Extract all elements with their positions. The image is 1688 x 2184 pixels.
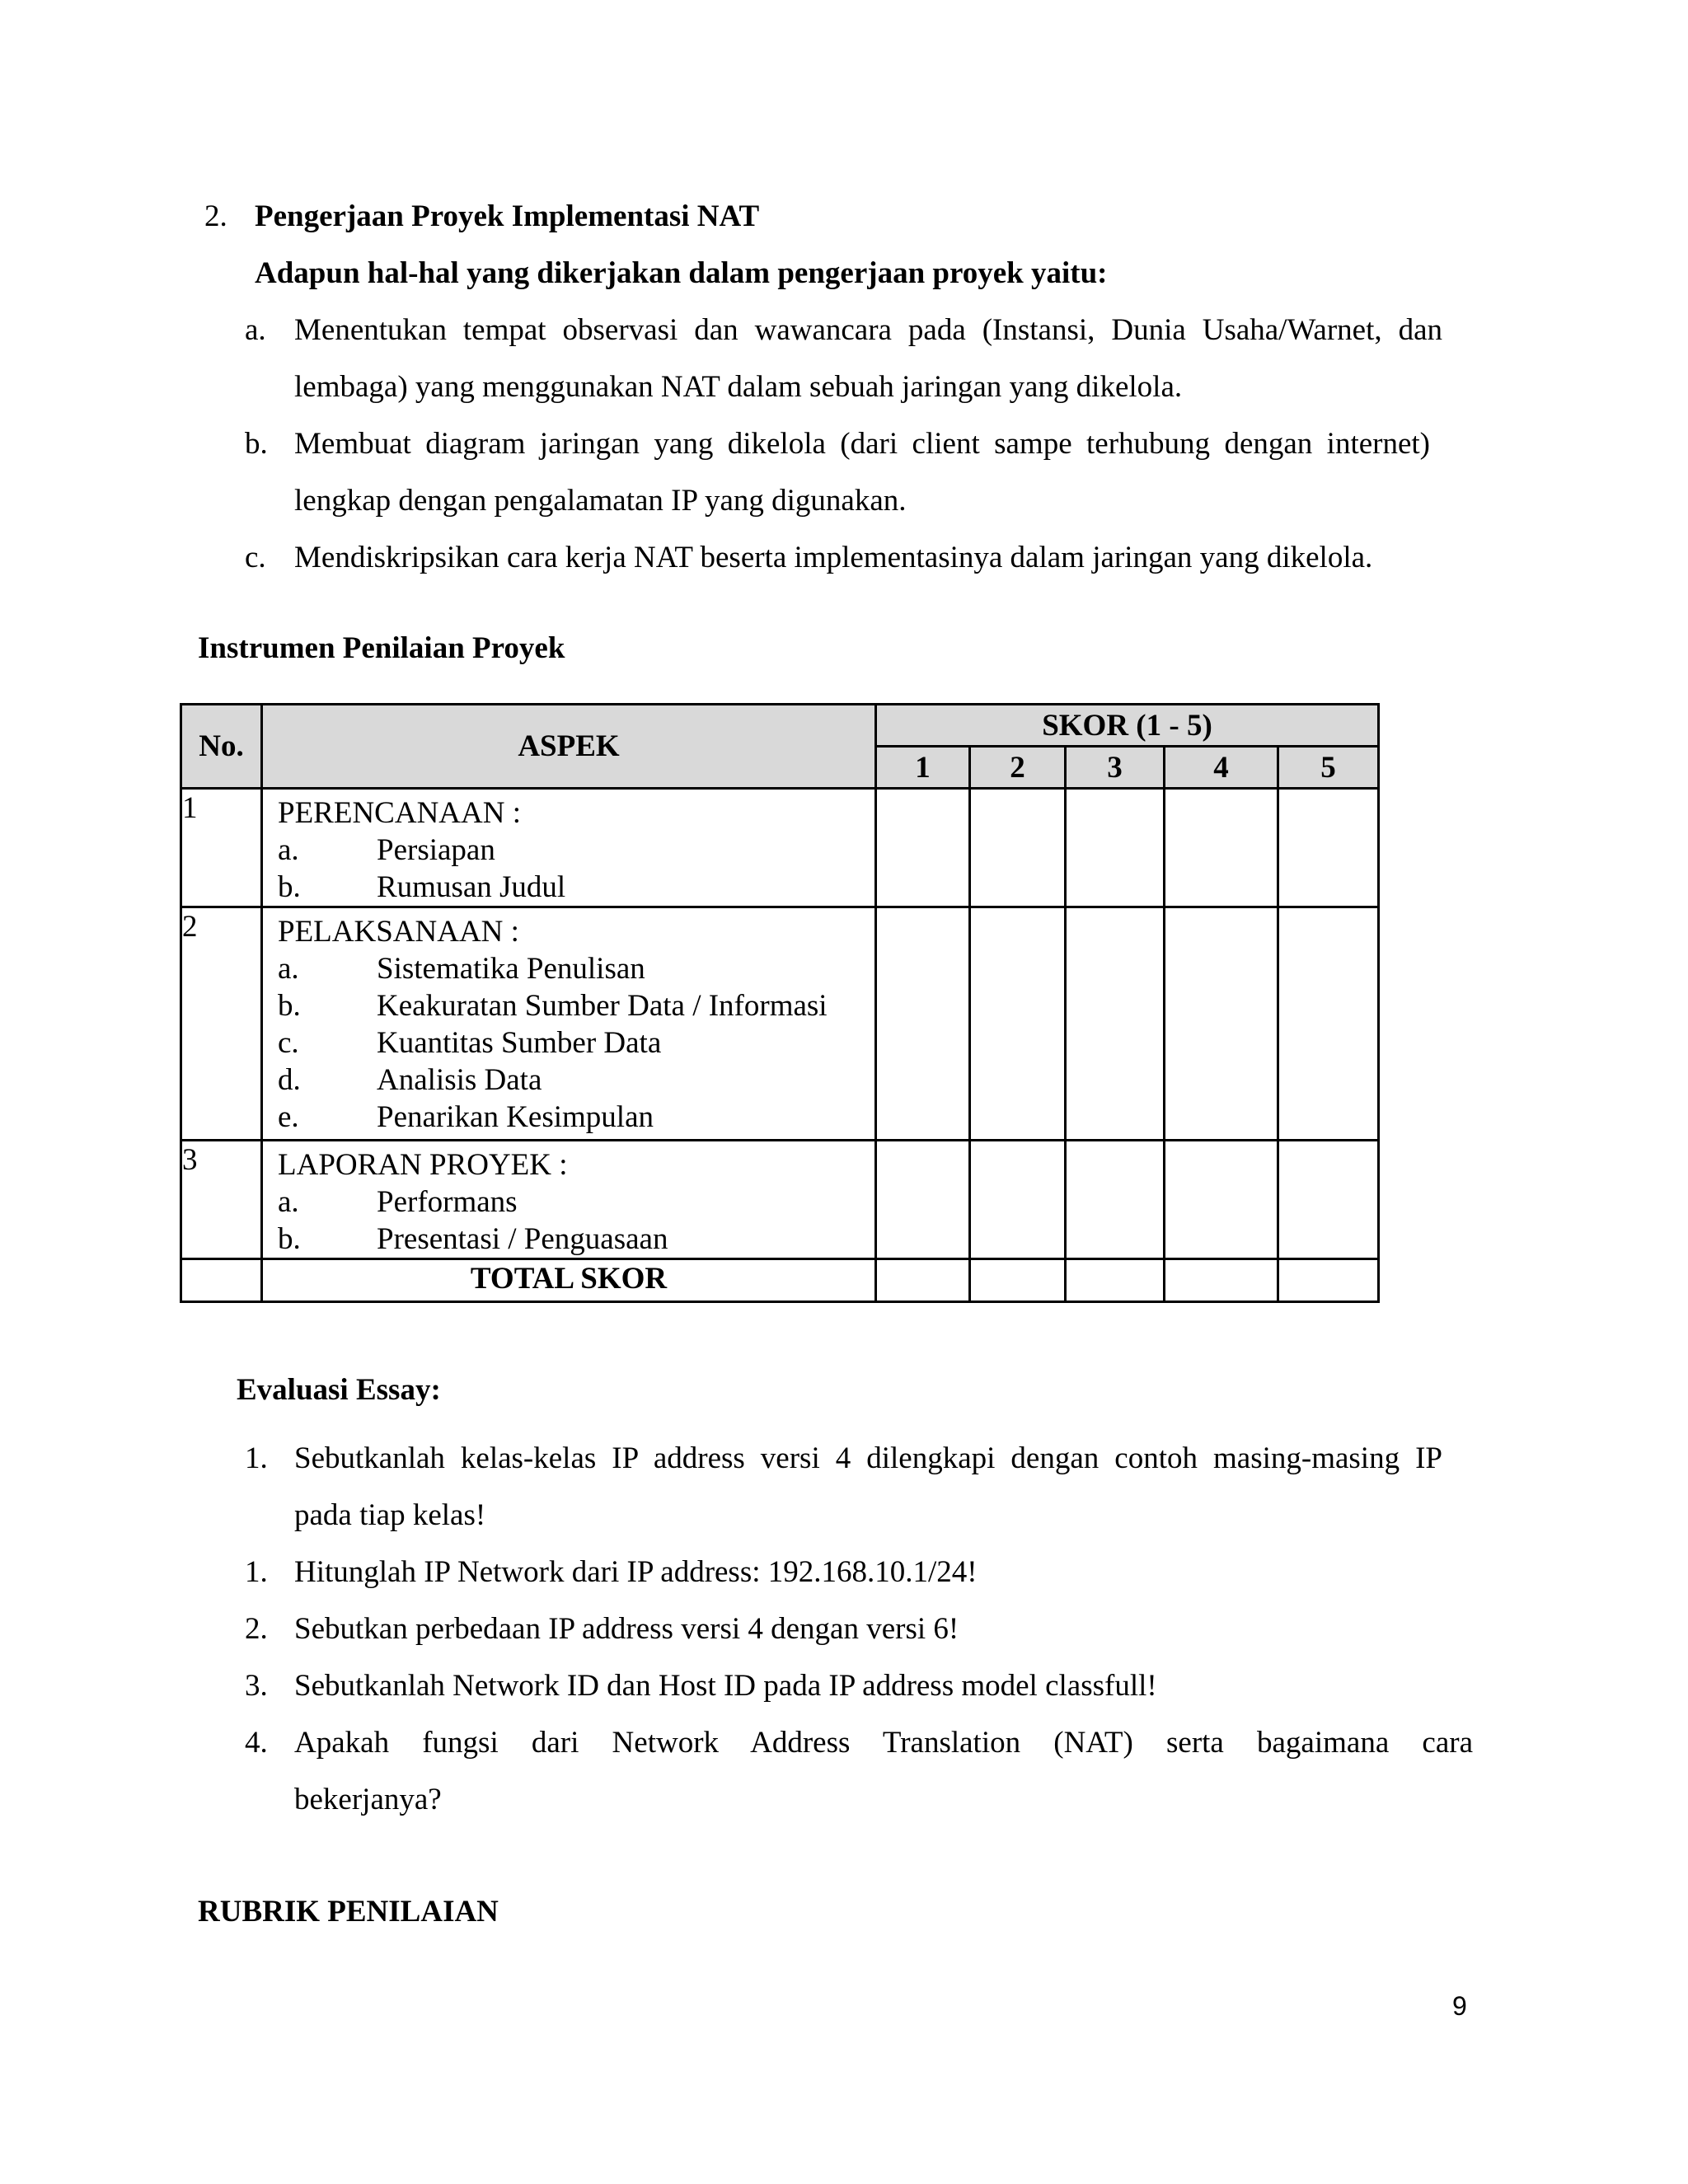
score-cell[interactable]	[1165, 1141, 1278, 1259]
score-cell[interactable]	[876, 907, 970, 1141]
assessment-table	[180, 703, 1380, 1303]
score-cell[interactable]	[876, 789, 970, 907]
score-col-4: 4	[1165, 747, 1278, 789]
item-c-letter: c.	[245, 541, 266, 574]
score-cell[interactable]	[1165, 789, 1278, 907]
score-cell[interactable]	[1278, 907, 1379, 1141]
section-intro: Adapun hal-hal yang dikerjakan dalam pengerjaan proyek yaitu:	[255, 256, 1108, 290]
item-c-line1: Mendiskripsikan cara kerja NAT beserta implementasinya dalam jaringan yang dikelola.	[294, 541, 1373, 574]
row-number: 3	[181, 1141, 262, 1259]
essay-item-number: 2.	[245, 1612, 268, 1646]
item-b-line1: Membuat diagram jaringan yang dikelola (dari client sampe terhubung dengan internet)	[294, 427, 1430, 461]
header-skor: SKOR (1 - 5)	[876, 705, 1379, 747]
essay-item-line2: pada tiap kelas!	[294, 1498, 486, 1532]
score-col-2: 2	[970, 747, 1066, 789]
aspect-title: PERENCANAAN :	[278, 796, 521, 830]
aspect-sub: b. Presentasi / Penguasaan	[278, 1222, 668, 1256]
total-score-cell[interactable]	[876, 1259, 970, 1302]
score-cell[interactable]	[876, 1141, 970, 1259]
page-number: 9	[1452, 1991, 1467, 2021]
aspect-sub: e. Penarikan Kesimpulan	[278, 1100, 654, 1134]
score-cell[interactable]	[970, 1141, 1066, 1259]
essay-item-number: 1.	[245, 1441, 268, 1475]
header-no: No.	[181, 705, 262, 789]
essay-item-number: 1.	[245, 1555, 268, 1589]
item-b-line2: lengkap dengan pengalamatan IP yang digunakan.	[294, 484, 907, 518]
item-a-line2: lembaga) yang menggunakan NAT dalam sebuah jaringan yang dikelola.	[294, 370, 1183, 404]
essay-item-number: 3.	[245, 1669, 268, 1703]
table-row	[181, 789, 1379, 907]
score-cell[interactable]	[970, 907, 1066, 1141]
header-aspek: ASPEK	[262, 705, 876, 789]
essay-item-line1: Sebutkanlah kelas-kelas IP address versi 4 dilengkapi dengan contoh masing-masing IP	[294, 1441, 1442, 1475]
score-cell[interactable]	[1278, 1141, 1379, 1259]
total-score-cell[interactable]	[1278, 1259, 1379, 1302]
aspect-sub: a. Performans	[278, 1185, 518, 1219]
score-cell[interactable]	[1066, 1141, 1165, 1259]
rubrik-heading: RUBRIK PENILAIAN	[198, 1895, 499, 1929]
aspect-sub: a. Sistematika Penulisan	[278, 952, 645, 986]
total-score-cell[interactable]	[970, 1259, 1066, 1302]
aspect-sub: b. Keakuratan Sumber Data / Informasi	[278, 989, 828, 1023]
aspect-title: LAPORAN PROYEK :	[278, 1148, 568, 1182]
table-row	[181, 1141, 1379, 1259]
essay-item-line2: bekerjanya?	[294, 1783, 442, 1816]
aspect-sub: b. Rumusan Judul	[278, 870, 566, 904]
aspect-cell	[262, 907, 876, 1141]
row-number: 1	[181, 789, 262, 907]
essay-item-line1: Hitunglah IP Network dari IP address: 192.168.10.1/24!	[294, 1555, 978, 1589]
score-cell[interactable]	[1066, 789, 1165, 907]
score-cell[interactable]	[1066, 907, 1165, 1141]
aspect-cell	[262, 789, 876, 907]
total-no-cell	[181, 1259, 262, 1302]
essay-item-line1: Sebutkan perbedaan IP address versi 4 dengan versi 6!	[294, 1612, 959, 1646]
row-number: 2	[181, 907, 262, 1141]
table-row	[181, 907, 1379, 1141]
item-b-letter: b.	[245, 427, 268, 461]
instrument-heading: Instrumen Penilaian Proyek	[198, 631, 565, 665]
essay-item-line1: Apakah fungsi dari Network Address Translation (NAT) serta bagaimana cara	[294, 1726, 1473, 1760]
aspect-sub: d. Analisis Data	[278, 1063, 542, 1097]
section-number: 2.	[204, 199, 227, 233]
score-col-1: 1	[876, 747, 970, 789]
score-cell[interactable]	[1278, 789, 1379, 907]
aspect-sub: c. Kuantitas Sumber Data	[278, 1026, 662, 1060]
total-label: TOTAL SKOR	[262, 1259, 876, 1302]
item-a-letter: a.	[245, 313, 266, 347]
aspect-cell	[262, 1141, 876, 1259]
score-col-3: 3	[1066, 747, 1165, 789]
total-score-cell[interactable]	[1066, 1259, 1165, 1302]
aspect-sub: a. Persiapan	[278, 833, 495, 867]
section-title: Pengerjaan Proyek Implementasi NAT	[255, 199, 760, 233]
score-cell[interactable]	[1165, 907, 1278, 1141]
item-a-line1: Menentukan tempat observasi dan wawancara pada (Instansi, Dunia Usaha/Warnet, dan	[294, 313, 1442, 347]
essay-item-number: 4.	[245, 1726, 268, 1760]
essay-heading: Evaluasi Essay:	[237, 1373, 441, 1407]
aspect-title: PELAKSANAAN :	[278, 915, 519, 949]
essay-item-line1: Sebutkanlah Network ID dan Host ID pada IP address model classfull!	[294, 1669, 1157, 1703]
total-row	[181, 1259, 1379, 1302]
score-col-5: 5	[1278, 747, 1379, 789]
score-cell[interactable]	[970, 789, 1066, 907]
total-score-cell[interactable]	[1165, 1259, 1278, 1302]
